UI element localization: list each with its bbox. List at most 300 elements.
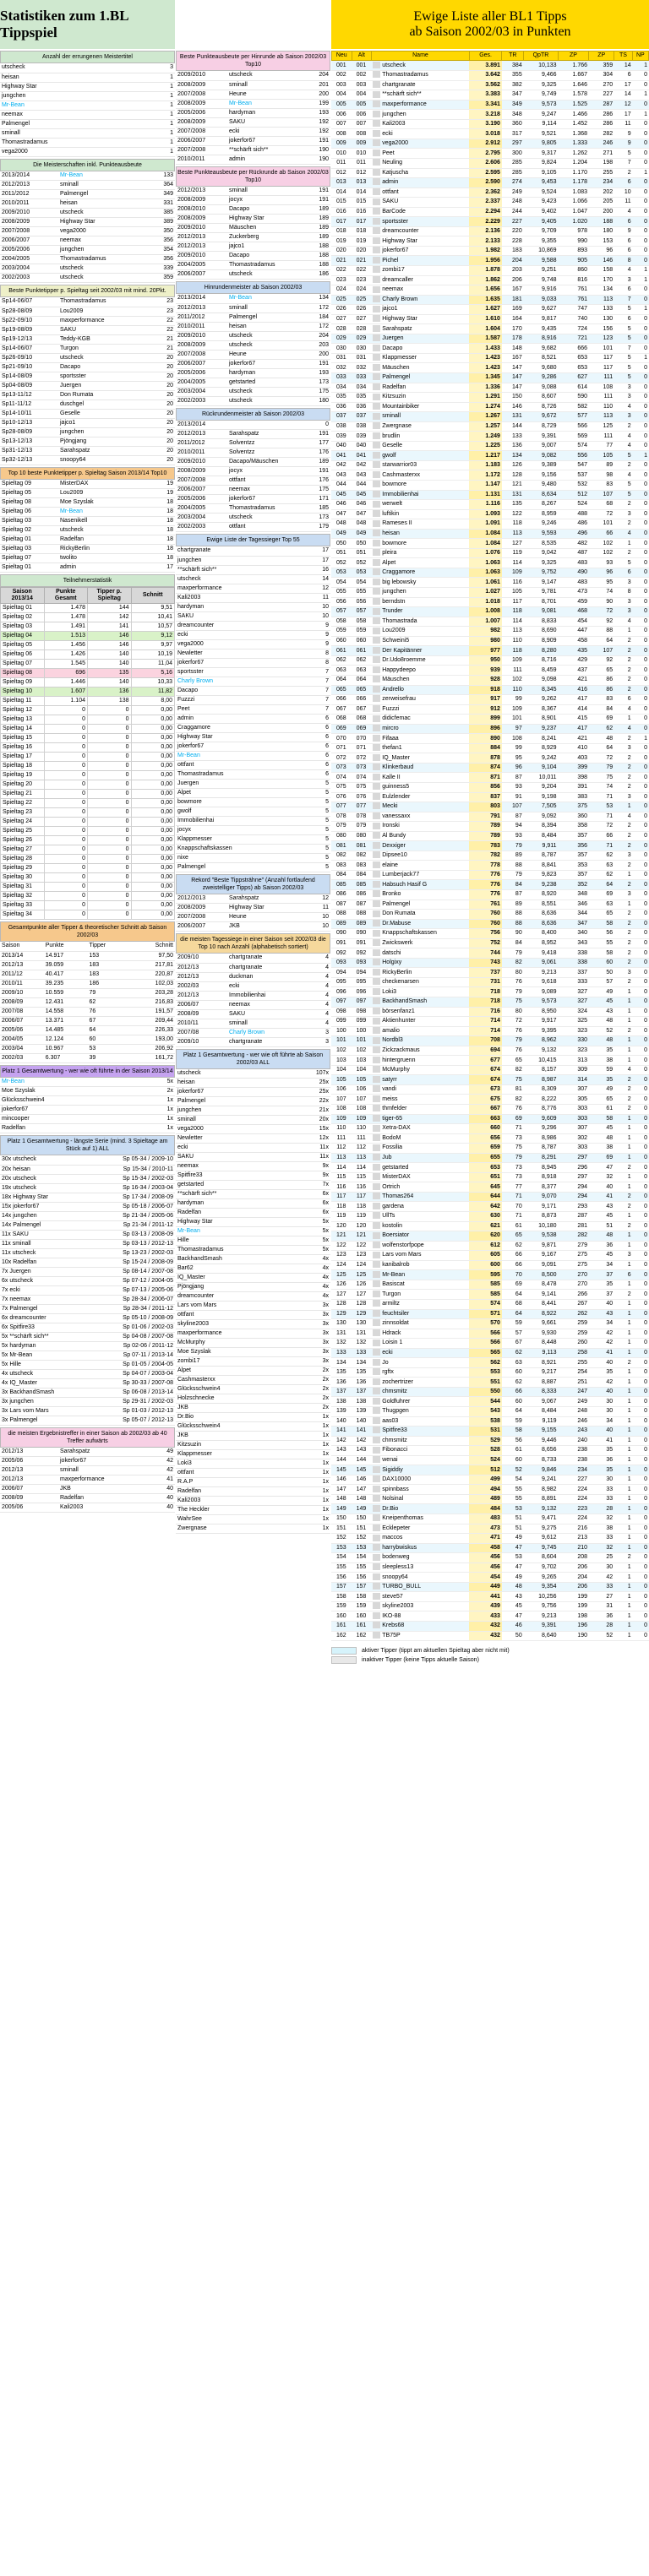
player-name-text[interactable]: Loisin 1 — [382, 1340, 403, 1346]
table-row — [0, 1313, 175, 1323]
player-name-text[interactable]: pleira — [382, 550, 397, 557]
player-name-text[interactable]: chmsmitz — [382, 1389, 407, 1395]
table-cell: 188 — [279, 261, 330, 270]
player-name-text[interactable]: tiger-65 — [382, 1115, 402, 1122]
player-name-text[interactable]: kanibalrob — [382, 1262, 410, 1269]
table-row — [1, 632, 175, 641]
player-name-text[interactable]: gardena — [382, 1203, 404, 1209]
ranking-row — [331, 246, 649, 256]
player-name-text[interactable]: elaine — [382, 861, 398, 868]
table-row — [1, 771, 175, 780]
player-name-text[interactable]: Dacapo — [382, 345, 403, 351]
table-cell: 167 — [502, 353, 524, 363]
player-name-text[interactable]: Zwickswerk — [382, 939, 413, 946]
table-cell: 19x utscheck — [0, 1183, 88, 1193]
player-name-text[interactable]: didicfemac — [382, 715, 411, 722]
player-name-text[interactable]: meiss — [382, 1095, 398, 1102]
player-name-text[interactable]: gwolf — [382, 452, 396, 459]
player-name-text[interactable]: snoopy64 — [382, 1573, 408, 1580]
player-name-text[interactable]: Lou2009 — [382, 628, 406, 634]
player-name-text[interactable]: Lumberjack77 — [382, 872, 420, 878]
ranking-row — [331, 500, 649, 510]
player-name-text[interactable]: SAKU — [382, 198, 399, 205]
player-name-text[interactable]: Highway Star — [382, 315, 417, 322]
player-name-text[interactable]: Fossilia — [382, 1144, 402, 1151]
player-name-text[interactable]: Boersiator — [382, 1232, 410, 1239]
table-cell: 6x Spitfire33 — [0, 1323, 88, 1332]
player-name-text[interactable]: jungchen — [382, 111, 406, 117]
player-name-text[interactable]: Thomastrada — [382, 617, 417, 624]
player-name-text[interactable]: Charly Brown — [382, 296, 418, 302]
table-cell: 9 — [254, 630, 331, 639]
player-name-text[interactable]: zinnsoldat — [382, 1320, 409, 1327]
table-cell: 52 — [589, 1026, 614, 1036]
table-cell: 1x — [254, 1515, 331, 1524]
player-name-text[interactable]: Der Kapitänner — [382, 647, 423, 654]
table-cell: 1.368 — [559, 129, 590, 139]
table-cell: 3 — [614, 383, 632, 393]
player-name-text[interactable]: utscheck — [382, 62, 406, 68]
table-cell: 6 — [254, 751, 331, 760]
table-cell: 1.433 — [469, 344, 502, 354]
player-name — [371, 1406, 469, 1416]
table-cell: 061 — [331, 646, 352, 656]
table-cell: 87 — [502, 773, 524, 783]
player-name-text[interactable]: thmfelder — [382, 1106, 407, 1112]
player-name-text[interactable]: Thugpgen — [382, 1408, 409, 1415]
table-cell: 939 — [469, 666, 502, 676]
player-name-text[interactable]: Juergen — [382, 335, 404, 342]
avatar — [373, 237, 380, 244]
table-cell: 2003/2004 — [176, 514, 227, 523]
player-name-text[interactable]: RickyBerlin — [382, 969, 412, 976]
player-name-text[interactable]: chmsmitz — [382, 1437, 407, 1443]
table-cell: 112 — [331, 1144, 352, 1154]
table-cell: 1 — [614, 1124, 632, 1134]
player-name-text[interactable]: getstarted — [382, 1164, 409, 1171]
table-cell: 2002/2003 — [176, 396, 227, 405]
player-name-text[interactable]: Mecki — [382, 803, 398, 810]
table-cell: 74 — [589, 588, 614, 598]
player-name-text[interactable]: zerweisefrau — [382, 696, 416, 703]
table-cell: 544 — [469, 1397, 502, 1407]
player-name-text[interactable]: Nordbl3 — [382, 1037, 403, 1044]
player-name-text[interactable]: Jo — [382, 1359, 389, 1366]
player-name-text[interactable]: Spitfire33 — [382, 1427, 407, 1434]
player-name-text[interactable]: armiltz — [382, 1301, 400, 1307]
table-cell: 2007/2008 — [176, 476, 227, 486]
player-name-text[interactable]: TB75P — [382, 1632, 401, 1639]
ranking-row — [331, 529, 649, 539]
table-cell: 1x — [88, 1096, 176, 1106]
player-name-text[interactable]: Kalle II — [382, 774, 401, 780]
player-name-text[interactable]: Fibonacci — [382, 1447, 408, 1454]
player-name-text[interactable]: MisterDAX — [382, 1174, 411, 1181]
player-name-text[interactable]: Highway Star — [382, 237, 417, 244]
player-name-text[interactable]: big lebowsky — [382, 579, 417, 585]
player-name-text[interactable]: Lars vom Mars — [382, 1252, 422, 1258]
table-cell: 9,781 — [524, 588, 559, 598]
player-name-text[interactable]: chartgranate — [382, 81, 416, 88]
player-name-text[interactable]: Happydeepo — [382, 666, 416, 673]
player-name-text[interactable]: **schärft sich** — [382, 91, 422, 98]
player-name-text[interactable]: Dr.Mabuse — [382, 920, 412, 927]
player-name-text[interactable]: Habsuch Hasif G — [382, 881, 428, 888]
player-name-text[interactable]: sportsster — [382, 218, 408, 225]
player-name-text[interactable]: Krebs68 — [382, 1622, 405, 1629]
player-name-text[interactable]: Radelfan — [382, 383, 406, 390]
table-row — [176, 894, 330, 904]
table-cell: 0 — [44, 864, 88, 873]
table-cell: 789 — [469, 831, 502, 841]
player-name-text[interactable]: Mäuschen — [382, 677, 410, 683]
player-name-text[interactable]: TURBO_BULL — [382, 1584, 422, 1590]
ranking-row — [331, 1075, 649, 1085]
player-name-text[interactable]: amalio — [382, 1027, 400, 1034]
player-name-text[interactable]: aas03 — [382, 1417, 399, 1424]
player-name-text[interactable]: admin — [382, 179, 399, 186]
player-name-text[interactable]: Pichel — [382, 257, 399, 264]
table-cell: 8,478 — [524, 1280, 559, 1290]
table-cell: 132 — [352, 1339, 372, 1349]
player-name-text[interactable]: vega2000 — [382, 140, 409, 147]
table-cell: 2012/2013 — [176, 242, 227, 252]
player-name-text[interactable]: jajco1 — [382, 306, 398, 312]
table-cell: 136 — [331, 1378, 352, 1388]
table-cell: 155 — [352, 1562, 372, 1573]
player-name-text[interactable]: jungchen — [382, 589, 406, 595]
player-name-text[interactable]: brudlin — [382, 432, 401, 439]
player-name-text[interactable]: BodoM — [382, 1134, 401, 1141]
table-cell: 0,00 — [131, 883, 175, 892]
table-cell: 142 — [331, 1436, 352, 1446]
player-name-text[interactable]: UllTs — [382, 1213, 395, 1220]
table-row — [176, 769, 330, 779]
player-name — [371, 666, 469, 676]
table-cell: 343 — [559, 938, 590, 948]
table-cell: 175 — [279, 486, 330, 495]
table-cell: 137 — [331, 1387, 352, 1397]
player-name-text[interactable]: zochertrizer — [382, 1378, 413, 1385]
player-name-text[interactable]: Bronko — [382, 891, 401, 898]
player-name-text[interactable]: Cashmasterxx — [382, 471, 420, 478]
player-name-text[interactable]: Dipsee10 — [382, 852, 407, 859]
player-name-text[interactable]: Palmengel — [382, 900, 411, 907]
ranking-row — [331, 295, 649, 305]
ranking-row — [331, 129, 649, 139]
player-name-text[interactable]: Immobilienhai — [382, 491, 419, 497]
table-cell: 053 — [331, 568, 352, 578]
table-cell: 4 — [614, 704, 632, 715]
player-name-text[interactable]: Knappschaftskassen — [382, 930, 437, 937]
table-cell: 2006/2007 — [176, 922, 227, 932]
table-cell: 0 — [633, 334, 649, 344]
player-name-text[interactable]: Klappmesser — [382, 355, 417, 361]
table-cell: 782 — [469, 851, 502, 861]
player-name-text[interactable]: IKO-88 — [382, 1612, 401, 1619]
player-name-text[interactable]: Fuzzzi — [382, 705, 400, 712]
player-name-text[interactable]: berndstn — [382, 598, 406, 605]
avatar — [373, 422, 380, 429]
table-cell: 1.667 — [559, 71, 590, 81]
player-name-text[interactable]: Sarahspatz — [382, 325, 412, 332]
player-name-text[interactable]: Mäuschen — [382, 364, 410, 371]
table-cell: 978 — [559, 226, 590, 236]
table-cell: 107 — [589, 646, 614, 656]
player-name-text[interactable]: heisan — [382, 530, 400, 537]
ranking-row — [331, 1631, 649, 1641]
player-name-text[interactable]: Hdrack — [382, 1329, 401, 1336]
player-name-text[interactable]: Alpet — [382, 559, 396, 566]
table-cell: Teddy-KGB — [58, 334, 117, 344]
table-row — [0, 526, 175, 535]
table-cell: Sp13-11/12 — [0, 390, 58, 399]
player-name — [371, 1114, 469, 1124]
ranking-row — [331, 71, 649, 81]
player-name-text[interactable]: maccos — [382, 1535, 403, 1541]
player-name-text[interactable]: mircro — [382, 725, 399, 731]
table-cell: 30x utscheck — [0, 1155, 88, 1165]
player-name-text[interactable]: Al Bundy — [382, 832, 406, 839]
player-name-text[interactable]: vandi — [382, 1086, 396, 1093]
table-cell: 106 — [352, 1084, 372, 1095]
player-name-text[interactable]: checkenarsen — [382, 979, 419, 986]
player-name-text[interactable]: vanessaxx — [382, 812, 411, 819]
player-name-text[interactable]: Neuling — [382, 160, 402, 166]
player-name-text[interactable]: dreamcaller — [382, 276, 413, 283]
table-cell: Sp 03-13 / 2012-13 — [88, 1239, 176, 1248]
player-name-text[interactable]: Peet — [382, 149, 395, 156]
table-cell: hardyman — [227, 368, 279, 378]
table-cell: Spitfire33 — [176, 1171, 254, 1181]
table-cell: 016 — [352, 207, 372, 217]
player-name-text[interactable]: sminall — [382, 413, 401, 420]
table-cell: 8,634 — [524, 490, 559, 500]
table-cell: 30 — [589, 1397, 614, 1407]
table-cell: 69 — [589, 1153, 614, 1163]
table-cell: 0 — [633, 568, 649, 578]
player-name-text[interactable]: Mr-Bean — [382, 1271, 406, 1278]
player-name-text[interactable]: kostolin — [382, 1222, 402, 1229]
player-name-text[interactable]: Dr.Udo8roemme — [382, 657, 426, 664]
player-name-text[interactable]: Palmengel — [382, 374, 411, 381]
player-name-text[interactable]: Thomas264 — [382, 1193, 414, 1200]
table-cell: jokerfor67 — [0, 1106, 88, 1115]
table-row — [176, 1367, 330, 1376]
avatar — [373, 1554, 380, 1561]
table-cell: Newletter — [176, 649, 254, 658]
table-cell: 893 — [559, 246, 590, 256]
player-name-text[interactable]: luftikin — [382, 510, 400, 517]
player-name-text[interactable]: dreamcounter — [382, 228, 419, 235]
player-name-text[interactable]: bodenweg — [382, 1554, 410, 1561]
ranking-row — [331, 61, 649, 71]
table-cell: 130 — [352, 1319, 372, 1329]
avatar — [373, 1407, 380, 1414]
table-cell: 2 — [614, 460, 632, 470]
table-cell: 043 — [352, 470, 372, 481]
player-name-text[interactable]: bowmore — [382, 481, 407, 488]
player-name-text[interactable]: neemax — [382, 286, 404, 293]
player-name-text[interactable]: Dr.Bio — [382, 1505, 399, 1512]
player-name-text[interactable]: maxperformance — [382, 101, 427, 107]
player-name-text[interactable]: Kitzsuzin — [382, 394, 406, 400]
table-cell: 107 — [502, 802, 524, 812]
ranking-row — [331, 646, 649, 656]
player-name-text[interactable]: Katjuscha — [382, 169, 408, 176]
table-cell: 128 — [331, 1299, 352, 1309]
stat-section — [176, 281, 330, 406]
player-name-text[interactable]: jokerfor67 — [382, 247, 409, 254]
avatar — [373, 1115, 380, 1122]
table-row — [0, 199, 175, 209]
player-name-text[interactable]: Nolsinal — [382, 1496, 404, 1503]
table-cell: 716 — [469, 1007, 502, 1017]
table-cell: 2008/2009 — [0, 218, 58, 227]
player-name-text[interactable]: spinnbass — [382, 1486, 409, 1492]
player-name-text[interactable]: Basiscat — [382, 1281, 405, 1288]
table-cell: 5x — [254, 1246, 331, 1255]
player-name — [371, 1319, 469, 1329]
ranking-row — [331, 149, 649, 159]
table-cell: 224 — [559, 1494, 590, 1504]
player-name-text[interactable]: Zwergnase — [382, 423, 412, 429]
player-name-text[interactable]: Klinkerbaud — [382, 764, 414, 771]
player-name-text[interactable]: Eulzlender — [382, 793, 411, 800]
player-name-text[interactable]: Ecklepeter — [382, 1524, 411, 1531]
table-cell: 11,82 — [131, 687, 175, 697]
table-cell: 1.291 — [469, 393, 502, 403]
table-cell: 154 — [352, 1553, 372, 1563]
table-cell: 10.559 — [44, 988, 88, 997]
player-name-text[interactable]: Holgixy — [382, 959, 402, 966]
table-cell: 132 — [331, 1339, 352, 1349]
player-name-text[interactable]: datschi — [382, 949, 401, 956]
table-row — [176, 1153, 330, 1162]
player-name-text[interactable]: wolfenstorfpope — [382, 1242, 424, 1248]
table-cell: 590 — [559, 393, 590, 403]
table-cell: 191 — [279, 136, 330, 145]
ranking-row — [331, 1475, 649, 1485]
player-name-text[interactable]: börsenfanz1 — [382, 1008, 415, 1014]
player-name-text[interactable]: Ironski — [382, 823, 400, 829]
table-cell: 017 — [331, 217, 352, 227]
player-name-text[interactable]: IQ_Master — [382, 754, 410, 761]
section-header: Platz 1 Gesamtwertung - wer wie oft führte in der Saison 2013/14 — [0, 1065, 175, 1078]
table-cell: Spieltag 27 — [1, 845, 45, 855]
table-cell: 2005/2006 — [0, 246, 58, 255]
table-cell: 023 — [331, 275, 352, 285]
table-cell: 918 — [469, 685, 502, 695]
player-name — [371, 412, 469, 422]
player-name-text[interactable]: Rameses II — [382, 520, 412, 527]
table-cell: 651 — [469, 1172, 502, 1182]
player-name-text[interactable]: satyrr — [382, 1076, 397, 1083]
table-cell: 9,588 — [524, 256, 559, 266]
player-name-text[interactable]: Thomastradamus — [382, 72, 428, 79]
table-cell: 5 — [614, 334, 632, 344]
player-name-text[interactable]: thefan1 — [382, 745, 402, 752]
table-cell: jungchen — [58, 246, 117, 255]
table-cell: 9,213 — [524, 968, 559, 978]
table-cell: Sarahspatz — [227, 430, 279, 439]
player-name-text[interactable]: ottfant — [382, 188, 399, 195]
player-name-text[interactable]: McMurphy — [382, 1067, 410, 1073]
player-name-text[interactable]: skyline2003 — [382, 1603, 414, 1610]
player-name-text[interactable]: Kali2003 — [382, 121, 406, 128]
player-name-text[interactable]: Turgon — [382, 1291, 401, 1297]
player-name-text[interactable]: Loki3 — [382, 988, 396, 995]
table-cell: 2003/2004 — [176, 387, 227, 396]
player-name-text[interactable]: Dexxiger — [382, 842, 406, 849]
player-name-text[interactable]: DAX10000 — [382, 1476, 412, 1483]
player-name-text[interactable]: Sigiddiy — [382, 1466, 403, 1473]
ranking-row — [331, 1358, 649, 1368]
player-name-text[interactable]: Aktienhunter — [382, 1018, 416, 1024]
player-name-text[interactable]: Mountainbiker — [382, 403, 420, 410]
table-cell: 2 — [614, 822, 632, 832]
player-name-text[interactable]: Zickzackmaus — [382, 1047, 420, 1053]
player-name-text[interactable]: bowmore — [382, 540, 407, 546]
player-name-text[interactable]: Craggamore — [382, 569, 416, 576]
table-cell: Mr-Bean — [227, 99, 279, 108]
player-name-text[interactable]: rgftx — [382, 1369, 394, 1376]
table-cell: Hille — [176, 1236, 254, 1246]
table-cell: 2010/11 — [0, 979, 44, 988]
table-cell: 1.336 — [469, 383, 502, 393]
player-name-text[interactable]: Goldfuhrer — [382, 1398, 411, 1405]
table-cell: 5x — [88, 1078, 176, 1087]
table-cell: 890 — [469, 734, 502, 744]
table-cell: 0 — [633, 149, 649, 159]
player-name-text[interactable]: Schweini5 — [382, 638, 410, 644]
table-cell: 90 — [589, 597, 614, 607]
player-name-text[interactable]: Xetra-DAX — [382, 1125, 411, 1132]
player-name-text[interactable]: Fifaaa — [382, 735, 399, 742]
player-name-text[interactable]: ecki — [382, 1349, 393, 1356]
table-cell: 990 — [559, 236, 590, 247]
player-name-text[interactable]: Jub — [382, 1155, 392, 1161]
table-cell: 0 — [633, 1631, 649, 1641]
player-name-text[interactable]: wenai — [382, 1456, 398, 1463]
player-name-text[interactable]: Trunder — [382, 608, 403, 615]
table-cell: 008 — [352, 129, 372, 139]
player-name-text[interactable]: sleepless13 — [382, 1563, 414, 1570]
player-name-text[interactable]: feuchtsiler — [382, 1310, 410, 1317]
player-name-text[interactable]: steve57 — [382, 1593, 403, 1600]
player-name-text[interactable]: werwelt — [382, 501, 402, 508]
player-name-text[interactable]: starwarrior03 — [382, 462, 417, 469]
player-name-text[interactable]: harrybwiskus — [382, 1544, 417, 1551]
player-name-text[interactable]: BarCode — [382, 208, 406, 215]
player-name-text[interactable]: Ortrich — [382, 1183, 401, 1190]
player-name-text[interactable]: Andrello — [382, 686, 404, 693]
table-cell: 203 — [502, 265, 524, 275]
table-row — [0, 409, 175, 418]
table-cell: 674 — [469, 1075, 502, 1085]
player-name-text[interactable]: Geselle — [382, 443, 402, 449]
player-name-text[interactable]: zombi17 — [382, 267, 405, 274]
player-name-text[interactable]: BackhandSmash — [382, 998, 428, 1005]
table-cell: 303 — [559, 1105, 590, 1115]
player-name-text[interactable]: guinness5 — [382, 784, 410, 791]
player-name-text[interactable]: ecki — [382, 130, 393, 137]
table-cell: 752 — [469, 938, 502, 948]
player-name-text[interactable]: Don Rumata — [382, 910, 416, 917]
table-cell: 60 — [589, 958, 614, 968]
player-name-text[interactable]: hintergruenn — [382, 1057, 416, 1063]
player-name-text[interactable]: Kneipenthomas — [382, 1515, 423, 1522]
